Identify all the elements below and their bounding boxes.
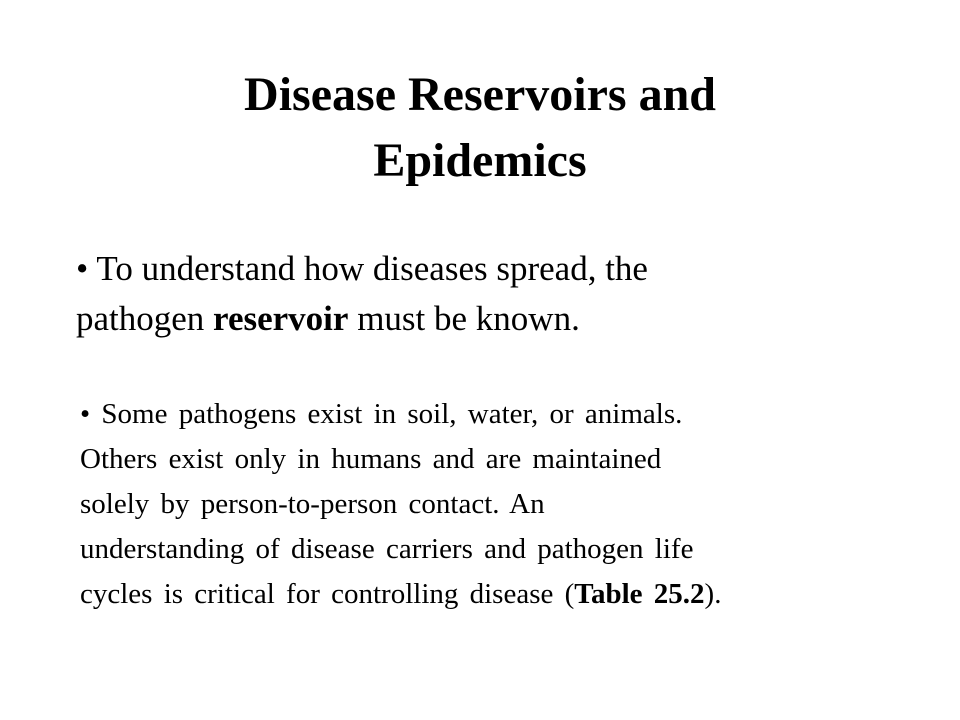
bullet-pathogens xyxy=(80,392,900,617)
bullet-text: To understand how diseases spread, the xyxy=(88,249,648,288)
bullet-marker: • xyxy=(76,249,89,288)
table-reference: Table 25.2 xyxy=(574,578,705,610)
bullet-line: understanding of disease carriers and pathogen life xyxy=(80,533,694,565)
bullet-text: pathogen xyxy=(76,299,214,338)
title-line-2: Epidemics xyxy=(373,134,587,187)
bullet-text: Some pathogens exist in soil, water, or animals. xyxy=(90,398,683,430)
bullet-bold-term: reservoir xyxy=(213,299,349,338)
bullet-text: cycles is critical for controlling disease ( xyxy=(80,578,575,610)
bullet-line xyxy=(80,392,900,437)
bullet-line xyxy=(80,572,900,617)
bullet-marker: • xyxy=(80,398,91,430)
bullet-line: solely by person-to-person contact. An xyxy=(80,488,545,520)
bullet-text: ). xyxy=(704,578,722,610)
title-line-1: Disease Reservoirs and xyxy=(244,68,716,121)
bullet-line: Others exist only in humans and are maintained xyxy=(80,443,662,475)
bullet-reservoir xyxy=(76,244,896,344)
bullet-text: must be known. xyxy=(348,299,580,338)
slide-title xyxy=(0,62,960,194)
